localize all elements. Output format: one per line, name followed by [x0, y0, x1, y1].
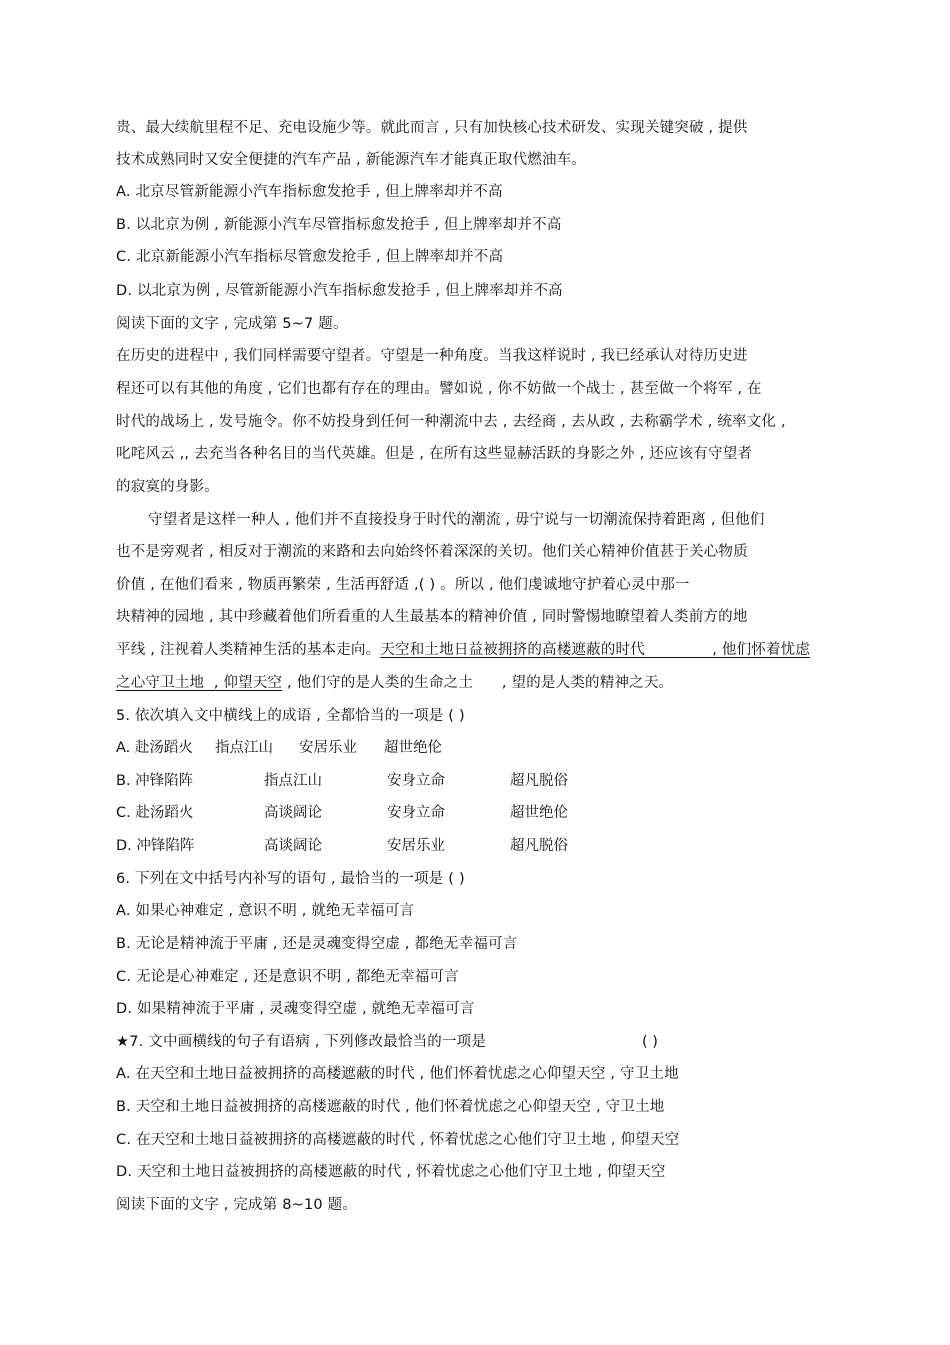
- passage-p2-line-2: 也不是旁观者 , 相反对于潮流的来路和去向始终怀着深深的关切。他们关心精神价值甚于关心物质: [116, 544, 748, 560]
- passage-p2-line-5-plain: 平线 , 注视着人类精神生活的基本走向。: [116, 642, 381, 658]
- q5-option-b-label: B. 冲锋陷阵: [116, 773, 194, 789]
- q5-option-a-word-4: 超世绝伦: [384, 740, 442, 756]
- q7-option-d: D. 天空和土地日益被拥挤的高楼遮蔽的时代 , 怀着忧虑之心他们守卫土地 , 仰望天空: [116, 1164, 666, 1180]
- q4-option-b: B. 以北京为例 , 新能源小汽车尽管指标愈发抢手 , 但上牌率却并不高: [116, 217, 562, 233]
- q6-option-d: D. 如果精神流于平庸 , 灵魂变得空虚 , 就绝无幸福可言: [116, 1001, 475, 1017]
- q4-option-c: C. 北京新能源小汽车指标尽管愈发抢手 , 但上牌率却并不高: [116, 249, 504, 265]
- passage-p2-line-4: 块精神的园地 , 其中珍藏着他们所看重的人生最基本的精神价值 , 同时警惕地瞭望着人类前方的地: [116, 609, 748, 625]
- passage-p1-line-3: 时代的战场上 , 发号施令。你不妨投身到任何一种潮流中去 , 去经商 , 去从政 , 去称霸学术 , 统率文化 ,: [116, 414, 786, 430]
- passage-p2-line-6-plain: , 他们守的是人类的生命之土 , 望的是人类的精神之天。: [282, 675, 674, 691]
- q6-stem: 6. 下列在文中括号内补写的语句 , 最恰当的一项是 ( ): [116, 871, 465, 887]
- q5-option-b-word-3: 安身立命: [387, 773, 445, 789]
- q7-option-c: C. 在天空和土地日益被拥挤的高楼遮蔽的时代 , 怀着忧虑之心他们守卫土地 , 仰望天空: [116, 1132, 680, 1148]
- q5-option-a-label: A. 赴汤蹈火: [116, 740, 193, 756]
- q5-option-c-word-3: 安身立命: [387, 805, 445, 821]
- intro-line-1: 贵、最大续航里程不足、充电设施少等。就此而言 , 只有加快核心技术研发、实现关键突破 , 提供: [116, 120, 748, 136]
- section-heading-5-7: 阅读下面的文字 , 完成第 5~7 题。: [116, 316, 348, 332]
- passage-p1-line-1: 在历史的进程中 , 我们同样需要守望者。守望是一种角度。当我这样说时 , 我已经承认对待历史进: [116, 348, 748, 364]
- passage-p1-line-2: 程还可以有其他的角度 , 它们也都有存在的理由。譬如说 , 你不妨做一个战士 , 甚至做一个将军 , 在: [116, 381, 762, 397]
- q5-option-a-word-2: 指点江山: [215, 740, 273, 756]
- passage-p1-line-4: 叱咤风云 ,, 去充当各种名目的当代英雄。但是 , 在所有这些显赫活跃的身影之外 , 还应该有守望者: [116, 446, 753, 462]
- q4-option-a: A. 北京尽管新能源小汽车指标愈发抢手 , 但上牌率却并不高: [116, 184, 503, 200]
- passage-p2-line-5: [116, 639, 810, 661]
- section-heading-8-10: 阅读下面的文字 , 完成第 8~10 题。: [116, 1197, 358, 1213]
- q5-option-d-word-3: 安居乐业: [387, 838, 445, 854]
- q6-option-b: B. 无论是精神流于平庸 , 还是灵魂变得空虚 , 都绝无幸福可言: [116, 936, 518, 952]
- q5-option-b-word-2: 指点江山: [264, 773, 322, 789]
- q7-answer-paren: ( ): [642, 1034, 658, 1050]
- intro-line-2: 技术成熟同时又安全便捷的汽车产品 , 新能源汽车才能真正取代燃油车。: [116, 152, 587, 168]
- q5-option-d-word-4: 超凡脱俗: [510, 838, 568, 854]
- q5-option-b-word-4: 超凡脱俗: [510, 773, 568, 789]
- q7-option-a: A. 在天空和土地日益被拥挤的高楼遮蔽的时代 , 他们怀着忧虑之心仰望天空 , 守卫土地: [116, 1066, 679, 1082]
- passage-p1-line-5: 的寂寞的身影。: [116, 479, 219, 495]
- q7-option-b: B. 天空和土地日益被拥挤的高楼遮蔽的时代 , 他们怀着忧虑之心仰望天空 , 守卫土地: [116, 1099, 665, 1115]
- underlined-sentence-part-2: 之心守卫土地 , 仰望天空: [116, 675, 283, 691]
- q5-option-d-word-2: 高谈阔论: [264, 838, 322, 854]
- q5-option-c-word-2: 高谈阔论: [264, 805, 322, 821]
- q5-option-c-label: C. 赴汤蹈火: [116, 805, 194, 821]
- q6-option-a: A. 如果心神难定 , 意识不明 , 就绝无幸福可言: [116, 903, 415, 919]
- passage-p2-line-1: 守望者是这样一种人 , 他们并不直接投身于时代的潮流 , 毋宁说与一切潮流保持着距离 , 但他们: [148, 512, 765, 528]
- passage-p2-line-6: [116, 672, 673, 694]
- q5-stem: 5. 依次填入文中横线上的成语 , 全都恰当的一项是 ( ): [116, 708, 465, 724]
- q5-option-a-word-3: 安居乐业: [299, 740, 357, 756]
- q5-option-d-label: D. 冲锋陷阵: [116, 838, 195, 854]
- passage-p2-line-3: 价值 , 在他们看来 , 物质再繁荣 , 生活再舒适 ,( ) 。所以 , 他们虔诚地守护着心灵中那一: [116, 577, 690, 593]
- q5-option-c-word-4: 超世绝伦: [510, 805, 568, 821]
- q6-option-c: C. 无论是心神难定 , 还是意识不明 , 都绝无幸福可言: [116, 969, 459, 985]
- q4-option-d: D. 以北京为例 , 尽管新能源小汽车指标愈发抢手 , 但上牌率却并不高: [116, 283, 563, 299]
- q7-stem: ★7. 文中画横线的句子有语病 , 下列修改最恰当的一项是: [116, 1034, 487, 1050]
- underlined-sentence-part-1: 天空和土地日益被拥挤的高楼遮蔽的时代 , 他们怀着忧虑: [380, 642, 811, 658]
